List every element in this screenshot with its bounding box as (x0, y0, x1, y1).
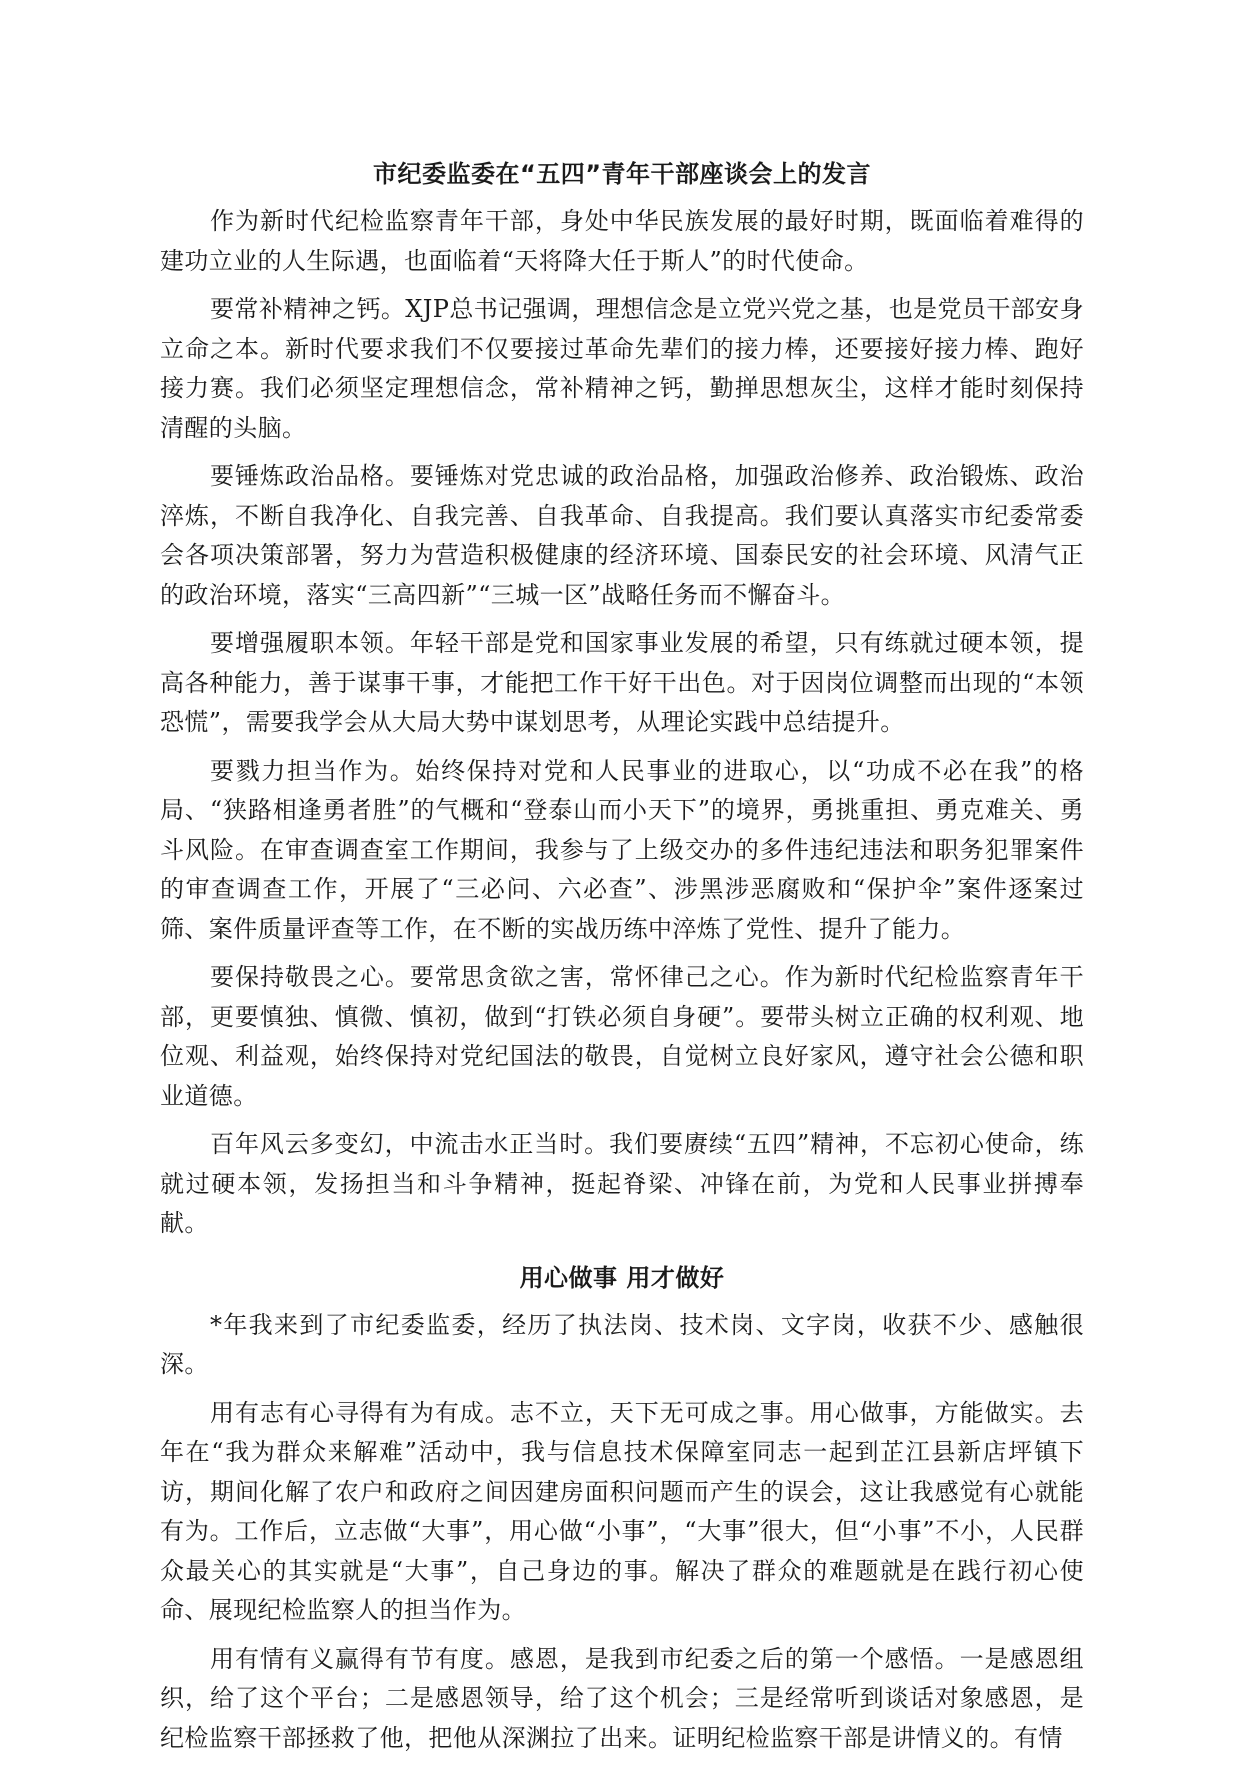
paragraph: 要锤炼政治品格。要锤炼对党忠诚的政治品格，加强政治修养、政治锻炼、政治淬炼，不断自我净化、自我完善、自我革命、自我提高。我们要认真落实市纪委常委会各项决策部署，努力为营造积极健康的经济环境、国泰民安的社会环境、风清气正的政治环境，落实“三高四新”“三城一区”战略任务而不懈奋斗。 (160, 462, 1084, 609)
paragraph: 用有情有义赢得有节有度。感恩，是我到市纪委之后的第一个感悟。一是感恩组织，给了这个平台；二是感恩领导，给了这个机会；三是经常听到谈话对象感恩，是纪检监察干部拯救了他，把他从深渊拉了出来。证明纪检监察干部是讲情义的。有情 (160, 1644, 1084, 1752)
paragraph: 作为新时代纪检监察青年干部，身处中华民族发展的最好时期，既面临着难得的建功立业的人生际遇，也面临着“天将降大任于斯人”的时代使命。 (160, 207, 1084, 275)
document-page (160, 158, 1084, 1767)
paragraph: 要常补精神之钙。XJP总书记强调，理想信念是立党兴党之基，也是党员干部安身立命之本。新时代要求我们不仅要接过革命先辈们的接力棒，还要接好接力棒、跑好接力赛。我们必须坚定理想信念，常补精神之钙，勤掸思想灰尘，这样才能时刻保持清醒的头脑。 (160, 295, 1084, 442)
section-title: 用心做事 用才做好 (519, 1263, 725, 1292)
paragraph: 百年风云多变幻，中流击水正当时。我们要赓续“五四”精神，不忘初心使命，练就过硬本领，发扬担当和斗争精神，挺起脊梁、冲锋在前，为党和人民事业拼搏奉献。 (160, 1130, 1084, 1237)
paragraph: 用有志有心寻得有为有成。志不立，天下无可成之事。用心做事，方能做实。去年在“我为群众来解难”活动中，我与信息技术保障室同志一起到芷江县新店坪镇下访，期间化解了农户和政府之间因建房面积问题而产生的误会，这让我感觉有心就能有为。工作后，立志做“大事”，用心做“小事”，“大事”很大，但“小事”不小，人民群众最关心的其实就是“大事”，自己身边的事。解决了群众的难题就是在践行初心使命、展现纪检监察人的担当作为。 (160, 1398, 1084, 1624)
paragraph: 要戮力担当作为。始终保持对党和人民事业的进取心，以“功成不必在我”的格局、“狭路相逢勇者胜”的气概和“登泰山而小天下”的境界，勇挑重担、勇克难关、勇斗风险。在审查调查室工作期间，我参与了上级交办的多件违纪违法和职务犯罪案件的审查调查工作，开展了“三必问、六必查”、涉黑涉恶腐败和“保护伞”案件逐案过筛、案件质量评查等工作，在不断的实战历练中淬炼了党性、提升了能力。 (160, 756, 1084, 943)
paragraph: 要保持敬畏之心。要常思贪欲之害，常怀律己之心。作为新时代纪检监察青年干部，更要慎独、慎微、慎初，做到“打铁必须自身硬”。要带头树立正确的权利观、地位观、利益观，始终保持对党纪国法的敬畏，自觉树立良好家风，遵守社会公德和职业道德。 (160, 963, 1084, 1110)
paragraph: 要增强履职本领。年轻干部是党和国家事业发展的希望，只有练就过硬本领，提高各种能力，善于谋事干事，才能把工作干好干出色。对于因岗位调整而出现的“本领恐慌”，需要我学会从大局大势中谋划思考，从理论实践中总结提升。 (160, 629, 1084, 736)
paragraph: *年我来到了市纪委监委，经历了执法岗、技术岗、文字岗，收获不少、感触很深。 (160, 1310, 1084, 1378)
section-title: 市纪委监委在“五四”青年干部座谈会上的发言 (372, 160, 872, 188)
